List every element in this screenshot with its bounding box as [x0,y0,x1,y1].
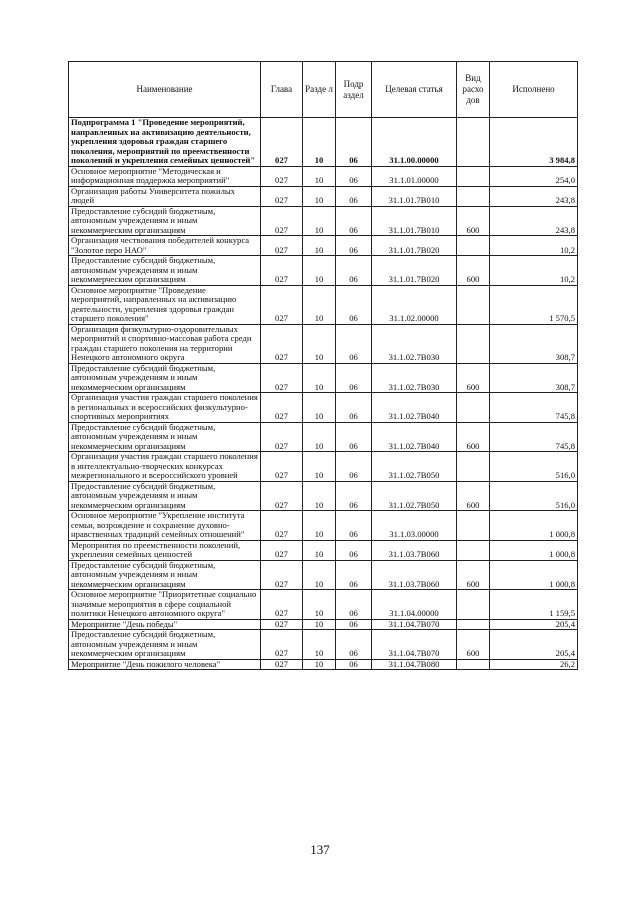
table-row [69,659,578,670]
cell-executed: 1 000,8 [490,560,578,590]
table-row [69,118,578,167]
cell-glava: 027 [261,590,303,620]
header-executed: Исполнено [490,62,578,118]
cell-article: 31.1.01.7В010 [372,186,457,206]
cell-razdel: 10 [303,324,336,363]
cell-article: 31.1.02.7В030 [372,363,457,393]
cell-vid [457,285,490,324]
cell-executed: 516,0 [490,452,578,482]
cell-name: Организация физкультурно-оздоровительных мероприятий и спортивно-массовая работа среди граждан старшего поколения на территории Ненецкого автономного округа [69,324,261,363]
table-row [69,324,578,363]
cell-name: Предоставление субсидий бюджетным, автономным учреждениям и иным некоммерческим организациям [69,630,261,660]
header-name: Наименование [69,62,261,118]
cell-vid [457,166,490,186]
table-row [69,481,578,511]
cell-podrazdel: 06 [336,206,372,236]
cell-executed: 10,2 [490,236,578,256]
cell-name: Предоставление субсидий бюджетным, автономным учреждениям и иным некоммерческим организациям [69,481,261,511]
cell-executed: 745,8 [490,422,578,452]
cell-podrazdel: 06 [336,118,372,167]
cell-razdel: 10 [303,590,336,620]
header-row [69,62,578,118]
table-body [69,118,578,670]
cell-executed: 205,4 [490,630,578,660]
cell-podrazdel: 06 [336,285,372,324]
table-row [69,422,578,452]
cell-article: 31.1.00.00000 [372,118,457,167]
cell-podrazdel: 06 [336,363,372,393]
cell-article: 31.1.02.7В050 [372,452,457,482]
cell-glava: 027 [261,118,303,167]
cell-vid [457,659,490,670]
cell-vid [457,619,490,630]
cell-razdel: 10 [303,619,336,630]
cell-name: Основное мероприятие "Проведение мероприятий, направленных на активизацию деятельности, укрепления здоровья граждан старшего поколения" [69,285,261,324]
cell-name: Предоставление субсидий бюджетным, автономным учреждениям и иным некоммерческим организациям [69,422,261,452]
cell-name: Мероприятие "День пожилого человека" [69,659,261,670]
cell-executed: 308,7 [490,363,578,393]
cell-vid [457,590,490,620]
cell-razdel: 10 [303,285,336,324]
cell-podrazdel: 06 [336,659,372,670]
cell-razdel: 10 [303,236,336,256]
cell-executed: 1 000,8 [490,511,578,541]
cell-article: 31.1.01.7В020 [372,256,457,286]
cell-razdel: 10 [303,118,336,167]
cell-vid [457,540,490,560]
table-row [69,393,578,423]
cell-razdel: 10 [303,630,336,660]
cell-podrazdel: 06 [336,256,372,286]
cell-name: Предоставление субсидий бюджетным, автономным учреждениям и иным некоммерческим организациям [69,256,261,286]
cell-razdel: 10 [303,363,336,393]
table-row [69,560,578,590]
cell-article: 31.1.02.7В050 [372,481,457,511]
cell-article: 31.1.03.00000 [372,511,457,541]
cell-article: 31.1.04.7В080 [372,659,457,670]
table-row [69,540,578,560]
cell-podrazdel: 06 [336,324,372,363]
cell-glava: 027 [261,206,303,236]
cell-glava: 027 [261,659,303,670]
cell-podrazdel: 06 [336,630,372,660]
cell-podrazdel: 06 [336,166,372,186]
cell-glava: 027 [261,324,303,363]
cell-article: 31.1.03.7В060 [372,560,457,590]
cell-podrazdel: 06 [336,481,372,511]
cell-podrazdel: 06 [336,619,372,630]
cell-glava: 027 [261,560,303,590]
cell-executed: 1 000,8 [490,540,578,560]
cell-podrazdel: 06 [336,540,372,560]
table-row [69,236,578,256]
cell-razdel: 10 [303,422,336,452]
header-article: Целевая статья [372,62,457,118]
cell-article: 31.1.02.00000 [372,285,457,324]
cell-glava: 027 [261,422,303,452]
table-row [69,186,578,206]
cell-name: Организация работы Университета пожилых людей [69,186,261,206]
cell-article: 31.1.03.7В060 [372,540,457,560]
cell-name: Организация участия граждан старшего поколения в интеллектуально-творческих конкурсах межрегионального и всероссийского уровней [69,452,261,482]
cell-executed: 26,2 [490,659,578,670]
cell-razdel: 10 [303,256,336,286]
table-row [69,619,578,630]
cell-executed: 10,2 [490,256,578,286]
cell-article: 31.1.04.7В070 [372,630,457,660]
cell-name: Основное мероприятие "Приоритетные социально значимые мероприятия в сфере социальной политики Ненецкого автономного округа" [69,590,261,620]
cell-article: 31.1.01.7В010 [372,206,457,236]
cell-razdel: 10 [303,186,336,206]
cell-article: 31.1.01.7В020 [372,236,457,256]
cell-vid [457,186,490,206]
cell-executed: 745,8 [490,393,578,423]
cell-glava: 027 [261,285,303,324]
cell-name: Основное мероприятие "Методическая и информационная поддержка мероприятий" [69,166,261,186]
cell-razdel: 10 [303,540,336,560]
cell-vid [457,511,490,541]
cell-name: Предоставление субсидий бюджетным, автономным учреждениям и иным некоммерческим организациям [69,206,261,236]
cell-name: Подпрограмма 1 "Проведение мероприятий, направленных на активизацию деятельности, укрепления здоровья граждан старшего поколения, мероприятий по преемственности поколений и укрепления семейных ценностей" [69,118,261,167]
cell-executed: 254,0 [490,166,578,186]
cell-podrazdel: 06 [336,452,372,482]
cell-executed: 1 159,5 [490,590,578,620]
cell-vid [457,324,490,363]
cell-executed: 205,4 [490,619,578,630]
cell-glava: 027 [261,630,303,660]
cell-vid: 600 [457,206,490,236]
cell-vid: 600 [457,363,490,393]
table-row [69,511,578,541]
header-glava: Глава [261,62,303,118]
cell-podrazdel: 06 [336,560,372,590]
cell-razdel: 10 [303,511,336,541]
cell-vid [457,393,490,423]
cell-name: Основное мероприятие "Укрепление института семьи, возрождение и сохранение духовно-нравственных традиций семейных отношений" [69,511,261,541]
cell-glava: 027 [261,186,303,206]
table-row [69,452,578,482]
cell-article: 31.1.02.7В040 [372,422,457,452]
cell-executed: 243,8 [490,206,578,236]
cell-glava: 027 [261,452,303,482]
cell-podrazdel: 06 [336,422,372,452]
cell-article: 31.1.04.7В070 [372,619,457,630]
budget-table [68,61,578,670]
table-row [69,206,578,236]
cell-razdel: 10 [303,206,336,236]
cell-name: Организация участия граждан старшего поколения в региональных и всероссийских физкультурно-спортивных мероприятиях [69,393,261,423]
cell-vid: 600 [457,481,490,511]
cell-executed: 516,0 [490,481,578,511]
cell-vid [457,452,490,482]
page-number: 137 [310,842,330,857]
cell-name: Предоставление субсидий бюджетным, автономным учреждениям и иным некоммерческим организациям [69,363,261,393]
cell-razdel: 10 [303,452,336,482]
cell-podrazdel: 06 [336,393,372,423]
table-row [69,590,578,620]
cell-executed: 243,8 [490,186,578,206]
cell-podrazdel: 06 [336,236,372,256]
cell-vid [457,236,490,256]
cell-executed: 3 984,8 [490,118,578,167]
cell-glava: 027 [261,393,303,423]
cell-podrazdel: 06 [336,186,372,206]
cell-glava: 027 [261,481,303,511]
cell-podrazdel: 06 [336,590,372,620]
cell-article: 31.1.02.7В030 [372,324,457,363]
cell-name: Мероприятия по преемственности поколений, укрепления семейных ценностей [69,540,261,560]
cell-podrazdel: 06 [336,511,372,541]
cell-executed: 1 570,5 [490,285,578,324]
cell-vid: 600 [457,630,490,660]
cell-article: 31.1.01.00000 [372,166,457,186]
cell-glava: 027 [261,256,303,286]
header-vid: Вид расхо дов [457,62,490,118]
header-podrazdel: Подр аздел [336,62,372,118]
cell-glava: 027 [261,363,303,393]
cell-vid: 600 [457,560,490,590]
cell-razdel: 10 [303,166,336,186]
cell-razdel: 10 [303,481,336,511]
cell-vid: 600 [457,256,490,286]
cell-glava: 027 [261,619,303,630]
cell-article: 31.1.02.7В040 [372,393,457,423]
cell-vid [457,118,490,167]
cell-glava: 027 [261,511,303,541]
header-razdel: Разде л [303,62,336,118]
table-row [69,630,578,660]
table-row [69,285,578,324]
cell-glava: 027 [261,236,303,256]
cell-razdel: 10 [303,560,336,590]
cell-executed: 308,7 [490,324,578,363]
cell-glava: 027 [261,166,303,186]
cell-name: Организация чествования победителей конкурса "Золотое перо НАО" [69,236,261,256]
cell-name: Предоставление субсидий бюджетным, автономным учреждениям и иным некоммерческим организациям [69,560,261,590]
table-row [69,256,578,286]
cell-razdel: 10 [303,659,336,670]
cell-razdel: 10 [303,393,336,423]
table-row [69,166,578,186]
table-row [69,363,578,393]
cell-name: Мероприятие "День победы" [69,619,261,630]
cell-article: 31.1.04.00000 [372,590,457,620]
cell-vid: 600 [457,422,490,452]
cell-glava: 027 [261,540,303,560]
